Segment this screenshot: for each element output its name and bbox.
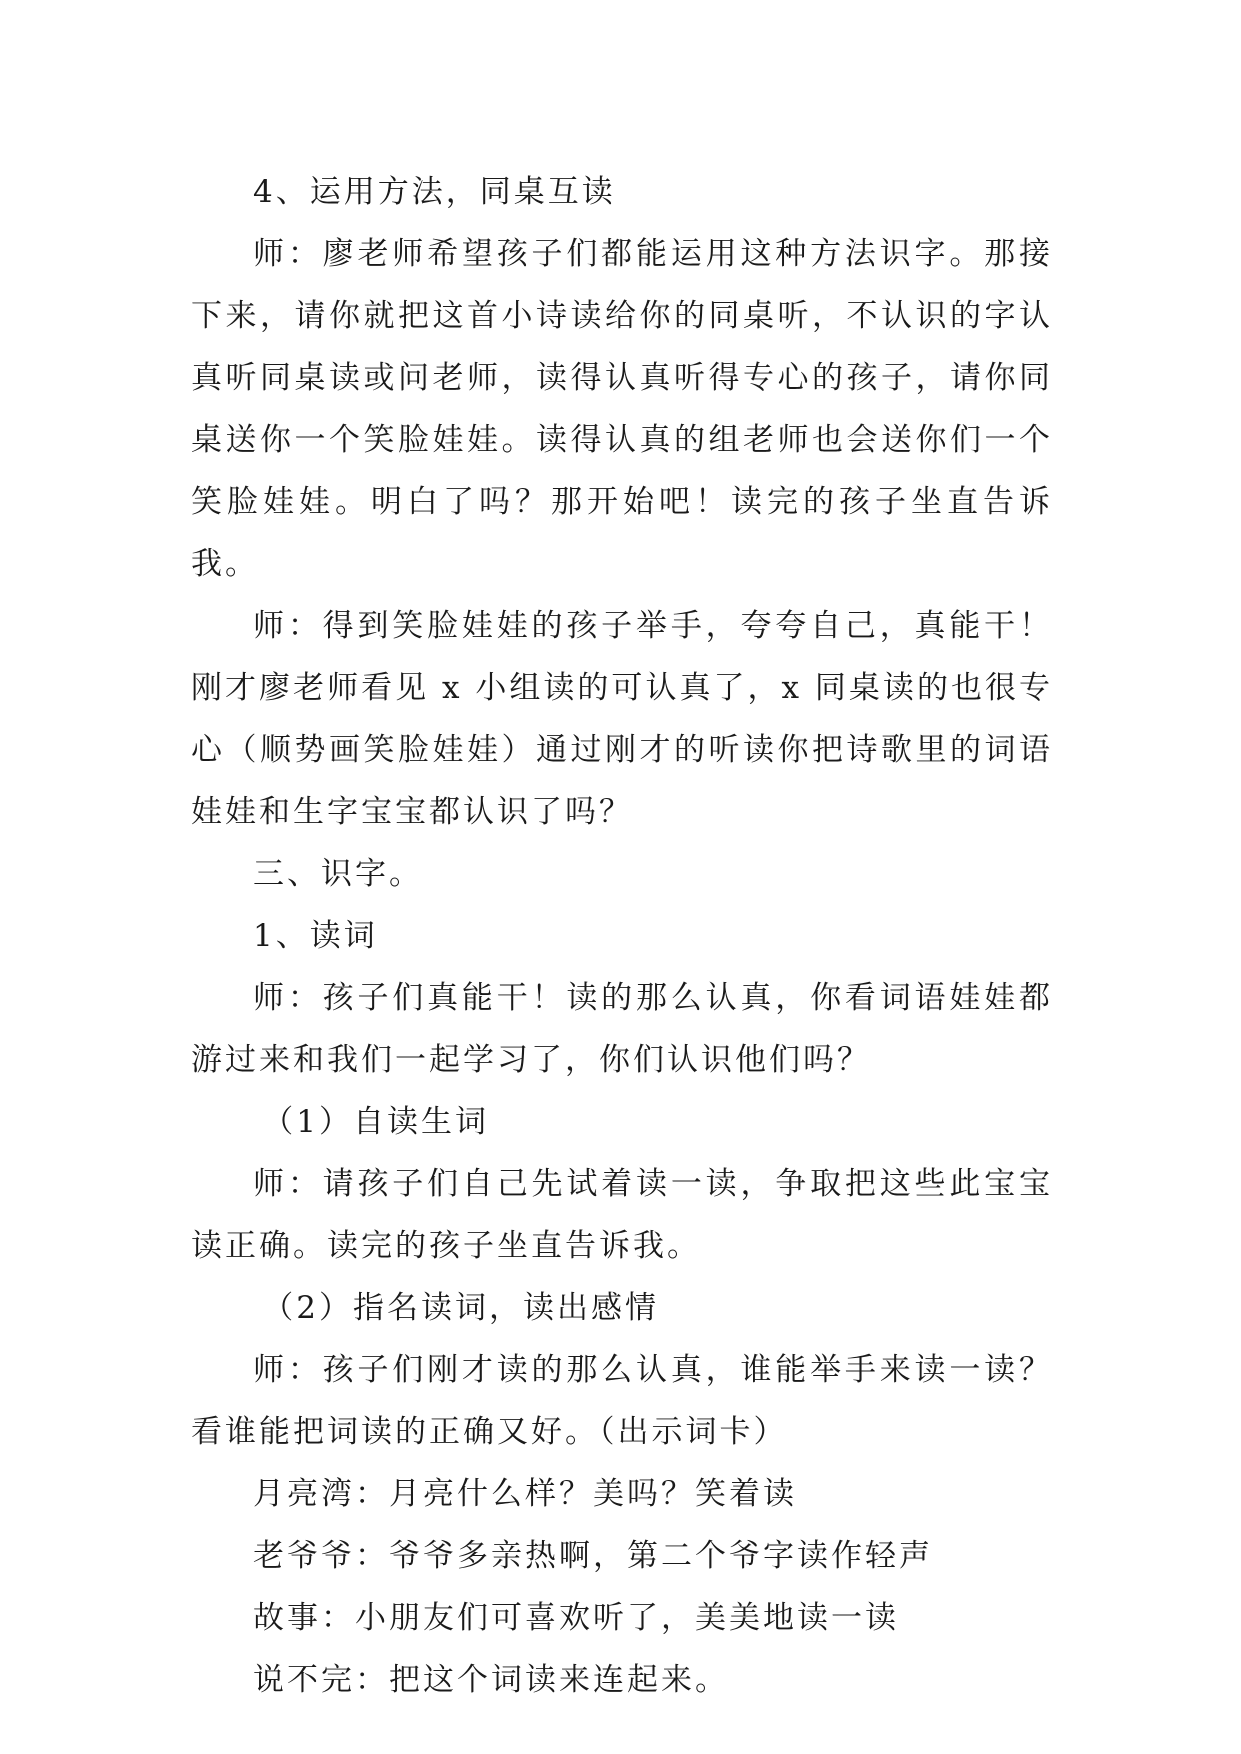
step-named-reading: （2）指名读词，读出感情 xyxy=(262,1290,660,1326)
word-note: 月亮湾：月亮什么样？美吗？笑着读 xyxy=(253,1476,797,1512)
section-heading-literacy: 三、识字。 xyxy=(253,856,423,892)
word-note: 老爷爷：爷爷多亲热啊，第二个爷字读作轻声 xyxy=(253,1538,933,1574)
word-note: 故事：小朋友们可喜欢听了，美美地读一读 xyxy=(253,1600,899,1636)
document-body xyxy=(191,161,1053,1711)
teacher-paragraph: 师：请孩子们自己先试着读一读，争取把这些此宝宝读正确。读完的孩子坐直告诉我。 xyxy=(191,1166,1053,1264)
teacher-paragraph: 师：孩子们真能干！读的那么认真，你看词语娃娃都游过来和我们一起学习了，你们认识他们吗？ xyxy=(191,980,1053,1078)
teacher-paragraph: 师：孩子们刚才读的那么认真，谁能举手来读一读？看谁能把词读的正确又好。（出示词卡） xyxy=(191,1352,1053,1450)
step-self-reading: （1）自读生词 xyxy=(262,1104,490,1140)
teacher-paragraph: 师：得到笑脸娃娃的孩子举手，夸夸自己，真能干！刚才廖老师看见 x 小组读的可认真了，x 同桌读的也很专心（顺势画笑脸娃娃）通过刚才的听读你把诗歌里的词语娃娃和生字宝宝都认识了吗？ xyxy=(191,608,1053,830)
subheading-read-words: 1、读词 xyxy=(253,918,378,954)
teacher-paragraph: 师：廖老师希望孩子们都能运用这种方法识字。那接下来，请你就把这首小诗读给你的同桌听，不认识的字认真听同桌读或问老师，读得认真听得专心的孩子，请你同桌送你一个笑脸娃娃。读得认真的组老师也会送你们一个笑脸娃娃。明白了吗？那开始吧！读完的孩子坐直告诉我。 xyxy=(191,236,1053,582)
section-heading-peer-reading: 4、运用方法，同桌互读 xyxy=(253,174,616,210)
word-note: 说不完：把这个词读来连起来。 xyxy=(253,1662,729,1698)
